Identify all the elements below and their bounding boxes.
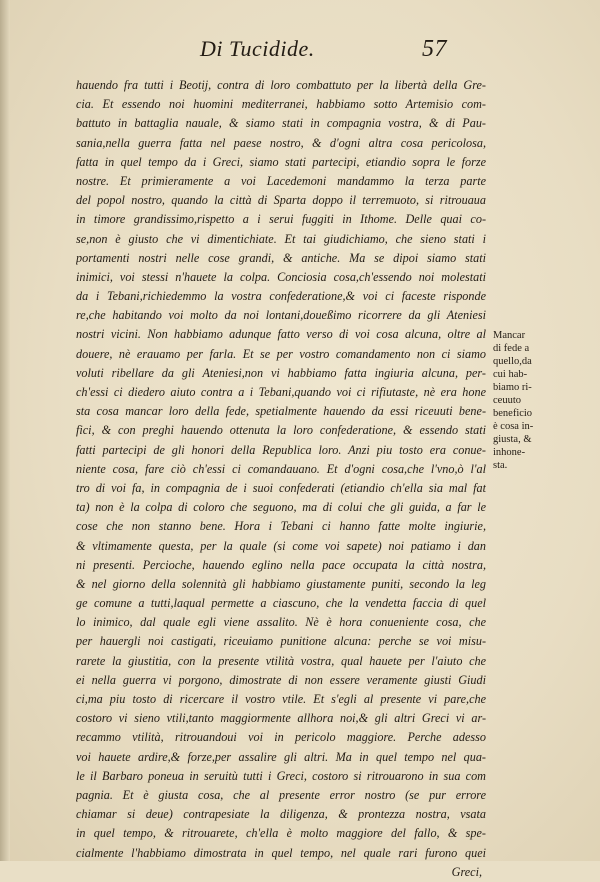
text-line: ge comune a tutti,laqual permette a ciascuno, che la vendetta faccia di quel [76,596,486,611]
text-line: recammo vtilità, ritrouandoui voi in pericolo maggiore. Perche adesso [76,730,486,745]
text-line: nostri vicini. Non habbiamo adunque fatto verso di voi cosa alcuna, oltre al [76,327,486,342]
text-line: in quel tempo, & ritrouarete, ch'ella è molto maggiore del fallo, & spe- [76,826,486,841]
margin-note-line: di fede a [493,343,530,354]
margin-note [493,329,569,472]
text-line: ta) non è la colpa di coloro che seguono, ma di colui che gli guida, a far le [76,500,486,515]
running-title: Di Tucidide. [200,36,315,61]
text-line: fici, & con preghi hauendo ottenuta la loro confederatione, & essendo stati [76,423,486,438]
text-line: sta cosa mancar loro della fede, spetialmente hauendo da essi riceuuti bene- [76,404,486,419]
text-line: inimici, voi stessi n'hauete la colpa. Conciosia cosa,ch'essendo noi molestati [76,269,486,284]
margin-note-line: beneficio [493,408,533,419]
text-line: nostre. Et primieramente a voi Lacedemoni mandammo la terza parte [76,173,486,188]
page-gutter [0,0,10,861]
text-line: se,non è giusto che vi dimentichiate. Et tai giudichiamo, che sieno stati i [76,231,486,246]
text-line: ci,ma piu tosto di ricercare il vostro vtile. Et s'egli al presente vi pare,che [76,692,486,706]
text-line: douere, nè erauamo per farla. Et se per vostro comandamento non ci siamo [76,346,486,361]
text-line: niente cosa, fare ciò ch'essi ci comandauano. Et d'ogni cosa,che l'vno,ò l'al [76,461,486,476]
text-line: chiamar si deue) contrapesiate la diligenza, & prontezza nostra, vsata [76,807,486,822]
text-line: cia. Et essendo noi huomini mediterranei, habbiamo sotto Artemisio com- [76,97,486,112]
text-line: voluti ribellare da gli Ateniesi,non vi habbiamo fatta ingiuria alcuna, per- [76,365,486,380]
text-line: tro di voi fa, in compagnia de i suoi confederati (etiandio ch'ella sia mal fat [76,480,486,495]
text-line: cose che non stanno bene. Hora i Tebani ci hanno fatte molte ingiurie, [76,519,486,534]
text-line: ni presenti. Percioche, hauendo eglino nella pace occupata la città nostra, [76,557,486,572]
text-line: del popol nostro, quando la città di Sparta doppo il terremuoto, si ritrouaua [76,193,486,208]
text-line: & nel giorno della solennità gli habbiamo giustamente puniti, secondo la leg [76,576,486,591]
text-line: sania,nella guerra fatta nel paese nostro, & d'ogni altra cosa pericolosa, [76,135,486,150]
text-line: hauendo fra tutti i Beotij, contra di loro combattuto per la libertà della Gre- [76,78,486,92]
text-line: voi hauete ardire,& forze,per assalire gli altri. Ma in quel tempo nel qua- [76,749,486,764]
text-line: da i Tebani,richiedemmo la vostra confederatione,& voi ci faceste risponde [76,289,486,304]
text-line: Greci, [451,864,482,879]
text-line: cialmente l'habbiamo dimostrata in quel tempo, nel quale rari furono quei [76,845,486,860]
margin-note-line: cui hab- [493,369,528,380]
text-line: le il Barbaro poneua in seruitù tutti i Greci, costoro si ritrouarono in sua com [76,768,486,783]
main-text-block [76,76,486,882]
page-number: 57 [422,36,447,62]
margin-note-line: sta. [493,460,508,471]
text-line: ei nella guerra vi porgono, dimostrate di non essere veramente giusti Giudi [76,672,486,687]
text-line: rarete la giustitia, con la presente vtilità vostra, qual hauete per l'aiuto che [76,653,486,668]
text-line: fatta in quel tempo da i Greci, siamo stati partecipi, etiandio sopra le forze [76,154,486,169]
margin-note-line: biamo ri- [493,382,532,393]
text-line: lo inimico, dal quale egli viene assalito. Nè è hora conueniente cosa, che [76,615,486,630]
text-line: ch'essi ci diedero aiuto contra a i Tebani,quando voi ci rifiutaste, nè era hone [76,385,486,399]
margin-note-line: quello,da [493,356,532,367]
text-line: per hauergli noi castigati, riceuiamo punitione alcuna: perche se voi misu- [76,634,486,649]
margin-note-line: ceuuto [493,395,521,406]
text-line: portamenti nostri nelle cose grandi, & antiche. Ma se dipoi siamo stati [76,250,486,265]
text-line: re,che habitando voi molto da noi lontani,doueßimo ricorrere da gli Ateniesi [76,308,486,323]
text-line: costoro vi sieno vtili,tanto maggiormente allhora noi,& gli altri Greci vi ar- [76,711,486,726]
margin-note-line: inhone- [493,447,526,458]
text-line: in timore grandissimo,rispetto a i serui fuggiti in Ithome. Delle quai co- [76,212,486,227]
text-line: battuto in battaglia nauale, & siamo stati in compagnia vostra, & di Pau- [76,116,486,131]
margin-note-line: Mancar [493,330,526,341]
text-line: pagnia. Et è giusta cosa, che al presente error nostro (se pur errore [76,787,486,802]
margin-note-line: giusta, & [493,434,532,445]
text-line: fatti partecipi de gli honori della Republica loro. Anzi piu tosto era conue- [76,442,486,457]
text-line: & vltimamente questa, per la quale (si come voi sapete) noi patiamo i dan [76,538,486,553]
margin-note-line: è cosa in- [493,421,534,432]
